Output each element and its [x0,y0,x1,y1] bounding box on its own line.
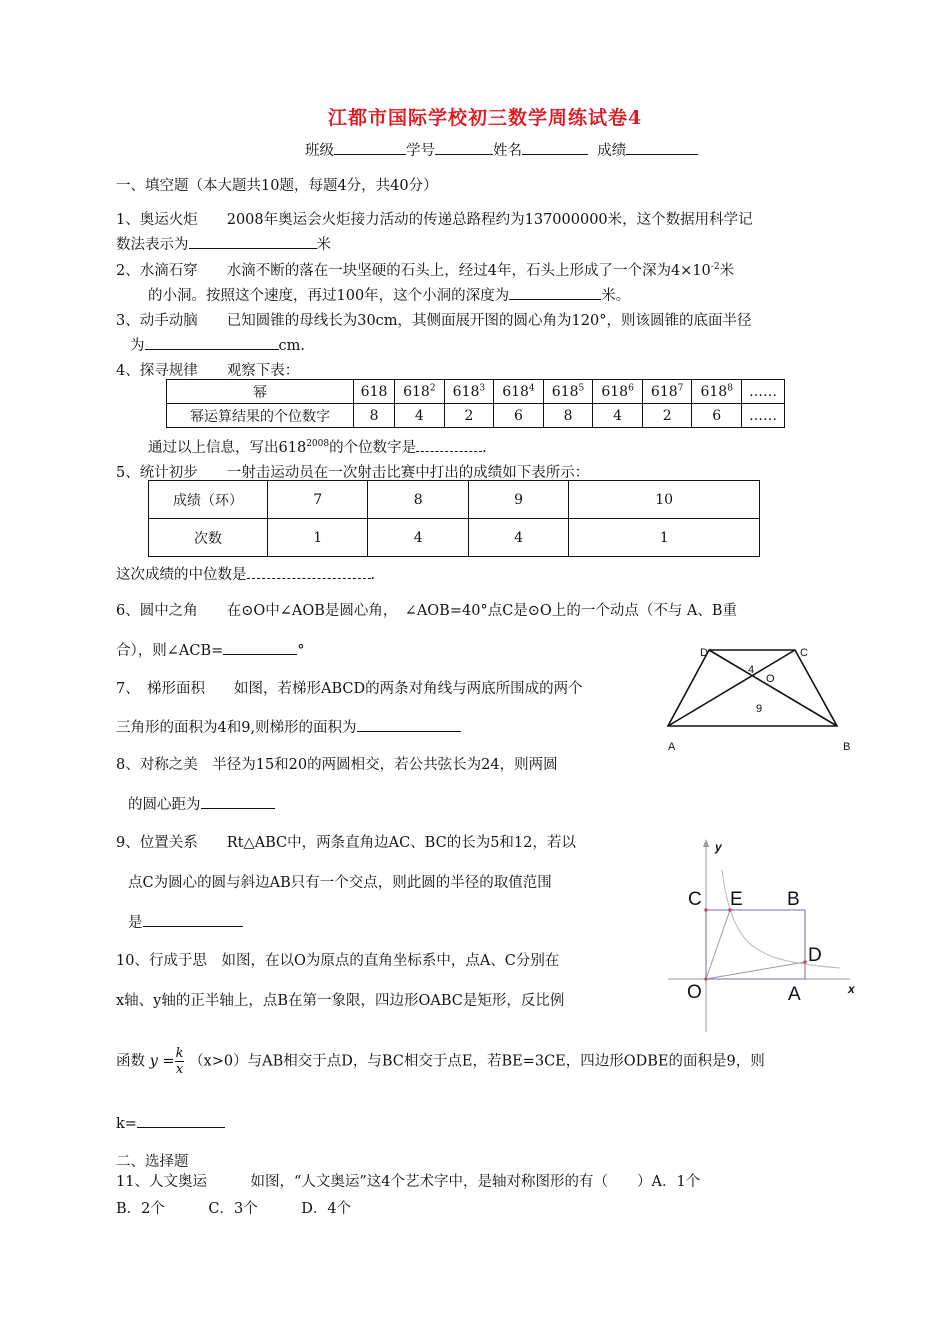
q10-line1: 10、行成于思 如图，在以O为原点的直角坐标系中，点A、C分别在 [116,953,560,969]
power-base: 618 [551,383,579,400]
q4-exponent: 2008 [306,439,330,450]
q4-blank [416,437,482,452]
point-b-label: B [787,889,800,910]
q8-line2 [128,793,275,814]
point-a-label: A [788,984,801,1005]
power-base: 618 [601,383,629,400]
q5-row1-label: 成绩（环） [149,481,268,519]
q1-line1: 1、奥运火炬 2008年奥运会火炬接力活动的传递总路程约为137000000米，这个数据用科学记 [116,212,753,228]
y-axis-label: y [715,840,722,854]
q1-line2 [116,233,331,254]
vertex-d-label: D [700,647,708,659]
q4-row2-label: 幂运算结果的个位数字 [167,404,354,428]
score-label: 成绩 [597,143,627,159]
power-base: 618 [403,383,430,400]
frac-denominator: x [175,1062,184,1077]
q4-digit-cell: 6 [494,404,544,428]
point-o-label: O [766,673,775,685]
q5-count-cell: 1 [268,519,368,557]
q4-text2: 的个位数字是 [329,440,417,456]
name-blank [522,140,588,155]
q5-count-cell: 4 [468,519,568,557]
q4-ellipsis: …… [742,380,785,404]
q1-blank [189,234,317,249]
student-no-label: 学号 [406,143,435,159]
q4-text: 通过以上信息，写出618 [148,440,307,456]
q5-text: 这次成绩的中位数是 [116,567,247,583]
power-exponent: 5 [578,382,585,393]
q2-exponent: -2 [710,262,720,273]
power-base: 618 [650,383,678,400]
q4-period: . [482,440,487,456]
q10-y-equals: y = [149,1053,175,1070]
q5-line1: 5、统计初步 一射击运动员在一次射击比赛中打出的成绩如下表所示： [116,465,590,481]
q5-score-cell: 7 [268,481,368,519]
power-exponent: 7 [677,382,684,393]
q3-unit: cm. [278,338,305,354]
q2-unit: 米 [719,263,735,279]
header-fields [305,139,698,160]
q9-line1: 9、位置关系 Rt△ABC中，两条直角边AC、BC的长为5和12，若以 [116,835,576,851]
q4-power-cell [494,380,544,404]
y-axis-arrow [703,839,709,847]
power-exponent: 3 [479,382,486,393]
q10-text: 函数 [116,1053,145,1070]
q6-degree: ° [297,643,305,659]
trapezoid-figure [660,640,860,758]
diagonal-db [709,650,837,726]
q1-unit: 米 [316,237,331,253]
q4-digit-cell: 4 [593,404,643,428]
q5-blank [247,564,371,579]
q5-score-cell: 8 [368,481,468,519]
q5-period: . [370,567,376,583]
q5-score-table [148,480,760,557]
q2-line1 [116,259,734,280]
area-small-label: 4 [748,664,755,676]
q9-line2: 点C为圆心的圆与斜边AB只有一个交点，则此圆的半径的取值范围 [128,875,552,891]
q4-power-cell [692,380,742,404]
q1-text: 数法表示为 [116,237,189,253]
q8-line1: 8、对称之美 半径为15和20的两圆相交，若公共弦长为24，则两圆 [116,757,558,773]
score-blank [626,140,698,155]
vertex-c-label: C [800,647,808,659]
q5-count-cell: 1 [569,519,760,557]
q7-blank [357,717,461,732]
class-label: 班级 [305,143,334,159]
power-base: 618 [452,383,480,400]
power-exponent: 2 [429,382,436,393]
vertex-b-label: B [843,741,851,753]
vertex-a-label: A [668,741,676,753]
q5-after [116,563,375,584]
point-c-dot [704,908,708,912]
section2-heading: 二、选择题 [116,1154,189,1170]
q6-text: 合），则∠ACB= [116,643,224,659]
section1-heading: 一、填空题（本大题共10题，每题4分，共40分） [116,178,438,194]
q3-blank [145,335,279,350]
q8-blank [201,794,275,809]
q10-text2: （x>0）与AB相交于点D，与BC相交于点E，若BE=3CE，四边形ODBE的面积是9，则 [189,1053,765,1070]
q4-power-cell [354,380,395,404]
q7-line2 [116,716,461,737]
diagonal-ca [668,650,795,726]
q2-line2 [148,284,630,305]
q4-power-cell [593,380,643,404]
q4-row1-label: 幂 [167,380,354,404]
power-base: 618 [360,383,388,400]
q4-digit-cell: 6 [692,404,742,428]
power-exponent: 4 [528,382,535,393]
q4-digit-cell: 8 [543,404,593,428]
point-d-dot [803,960,807,964]
q10-line4 [116,1113,225,1132]
segment-od [706,962,805,979]
q3-line2 [130,334,305,355]
q2-blank [509,285,601,300]
point-o-label: O [687,982,702,1003]
q4-digit-cell: 8 [354,404,395,428]
power-base: 618 [502,383,529,400]
point-e-label: E [730,889,743,910]
q6-line1: 6、圆中之角 在⊙O中∠AOB是圆心角， ∠AOB=40°点C是⊙O上的一个动点（不与 A、B重 [116,603,738,619]
q5-count-cell: 4 [368,519,468,557]
frac-numerator: k [175,1046,184,1061]
class-blank [334,140,406,155]
q4-power-cell [444,380,494,404]
q3-text: 为 [130,338,145,354]
q3-line1: 3、动手动脑 已知圆锥的母线长为30cm，其侧面展开图的圆心角为120°，则该圆锥的底面半径 [116,313,752,329]
q4-ellipsis: …… [742,404,785,428]
q11-line2: B．2个 C．3个 D．4个 [116,1201,352,1217]
q4-power-cell [642,380,692,404]
q4-power-table [166,379,785,428]
q7-line1: 7、 梯形面积 如图，若梯形ABCD的两条对角线与两底所围成的两个 [116,681,583,697]
area-large-label: 9 [756,703,763,715]
rectangle-oabc [706,910,805,979]
point-d-label: D [808,945,822,966]
q4-after [148,436,487,457]
q4-digit-cell: 2 [444,404,494,428]
q9-blank [143,912,243,927]
coordinate-figure [660,830,870,1035]
q2-unit2: 米。 [601,288,631,304]
q4-power-cell [543,380,593,404]
q2-text2: 的小洞。按照这个速度，再过100年，这个小洞的深度为 [148,288,510,304]
point-o-dot [704,977,708,981]
q10-line3 [116,1046,765,1077]
q6-line2 [116,639,305,660]
q4-line1: 4、探寻规律 观察下表： [116,363,300,379]
hyperbola-curve [722,870,840,968]
q4-digit-cell: 2 [642,404,692,428]
student-no-blank [435,140,493,155]
q4-digit-cell: 4 [395,404,445,428]
trapezoid-outline [668,650,837,726]
q2-text: 2、水滴石穿 水滴不断的落在一块坚硬的石头上，经过4年，石头上形成了一个深为4×10 [116,263,711,279]
power-exponent: 6 [628,382,634,393]
q7-text: 三角形的面积为4和9,则梯形的面积为 [116,720,357,736]
power-base: 618 [700,383,728,400]
q9-text: 是 [128,915,143,931]
power-exponent: 8 [727,382,733,393]
q10-line2: x轴、y轴的正半轴上，点B在第一象限，四边形OABC是矩形，反比例 [116,993,565,1009]
q10-k-label: k= [116,1116,137,1132]
q5-row2-label: 次数 [149,519,268,557]
point-c-label: C [688,889,702,910]
page-title: 江都市国际学校初三数学周练试卷4 [328,107,643,129]
q10-blank [137,1113,225,1128]
segment-oe [706,910,730,979]
q11-line1: 11、人文奥运 如图，“人文奥运”这4个艺术字中，是轴对称图形的有（ ）A．1个 [116,1174,701,1190]
q4-power-cell [395,380,445,404]
q5-score-cell: 10 [569,481,760,519]
q9-line3 [128,911,243,932]
q6-blank [223,640,297,655]
q8-text: 的圆心距为 [128,797,201,813]
name-label: 姓名 [493,143,522,159]
q5-score-cell: 9 [468,481,568,519]
x-axis-label: x [848,982,855,996]
q10-fraction [175,1046,185,1077]
